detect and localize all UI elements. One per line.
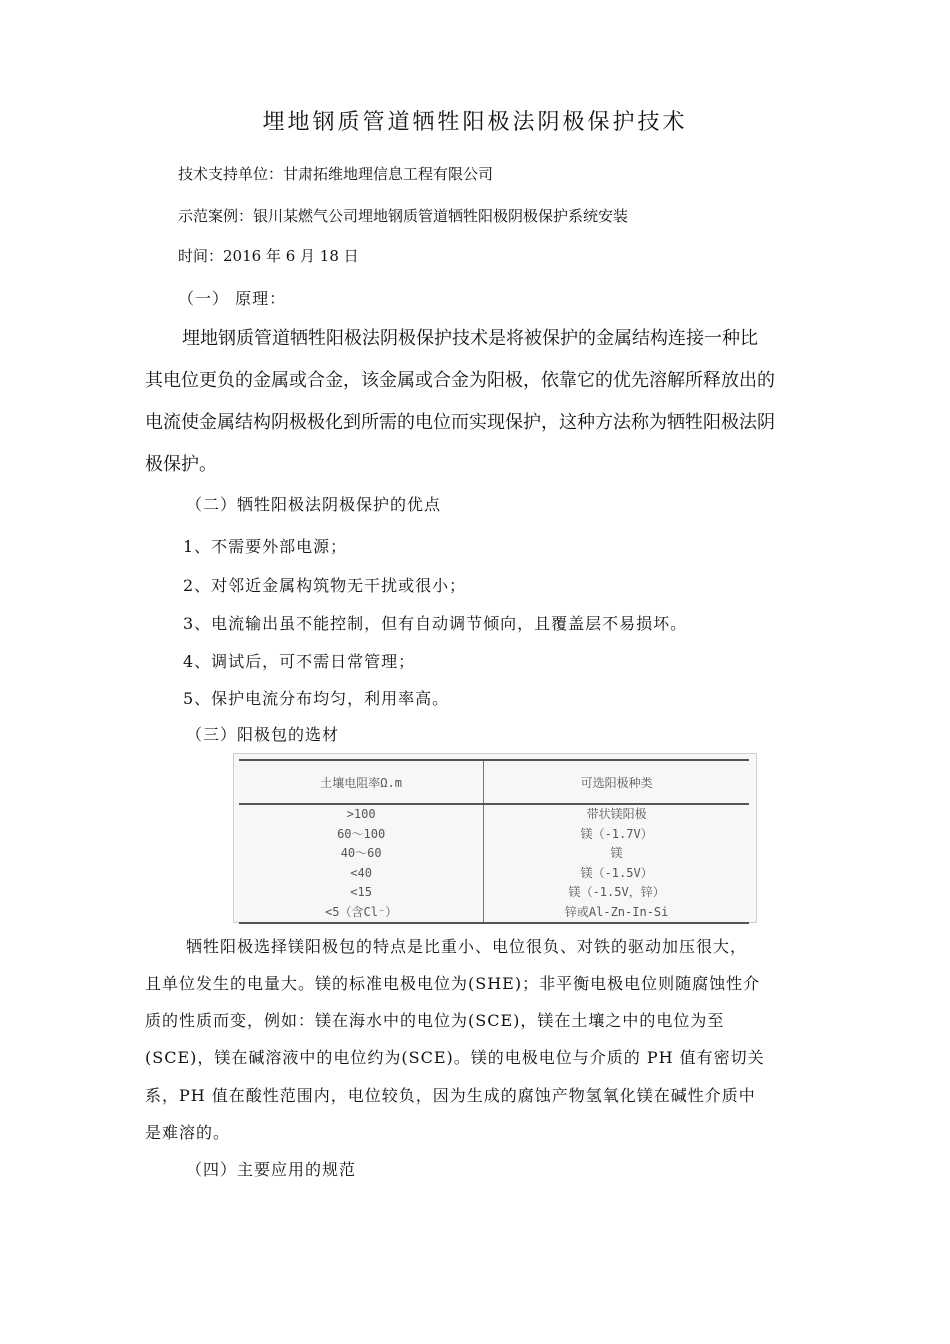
list-item: 4、调试后，可不需日常管理； [183, 652, 416, 671]
table-cell: 锌或Al-Zn-In-Si [484, 903, 749, 924]
paragraph-line: 系，PH 值在酸性范围内，电位较负，因为生成的腐蚀产物氢氧化镁在碱性介质中 [145, 1086, 756, 1105]
paragraph-line: 埋地钢质管道牺牲阳极法阴极保护技术是将被保护的金属结构连接一种比 [182, 328, 758, 349]
table-row [239, 864, 749, 884]
table-row [239, 804, 749, 825]
paragraph-line: 极保护。 [145, 454, 217, 475]
date-line: 时间：2016 年 6 月 18 日 [178, 247, 359, 265]
list-item: 3、电流输出虽不能控制，但有自动调节倾向，且覆盖层不易损坏。 [183, 614, 688, 633]
list-item: 1、不需要外部电源； [183, 537, 348, 556]
demo-case: 示范案例：银川某燃气公司埋地钢质管道牺牲阳极阴极保护系统安装 [178, 207, 629, 225]
anode-selection-table [233, 753, 757, 923]
table-row [239, 883, 749, 903]
section-heading-standards: （四）主要应用的规范 [186, 1160, 357, 1179]
support-unit: 技术支持单位：甘肃拓维地理信息工程有限公司 [178, 165, 494, 183]
table-cell: 镁（-1.5V） [580, 865, 653, 880]
table-cell: <5（含Cl⁻） [239, 903, 484, 924]
section-heading-principle: （一） 原理： [178, 289, 287, 308]
table-cell: 40～60 [239, 844, 484, 864]
paragraph-line: 质的性质而变，例如：镁在海水中的电位为(SCE)，镁在土壤之中的电位为至 [145, 1011, 725, 1030]
document-title: 埋地钢质管道牺牲阳极法阴极保护技术 [262, 110, 688, 135]
table-header: 可选阳极种类 [484, 760, 749, 804]
table-row [239, 844, 749, 864]
paragraph-line: 牺牲阳极选择镁阳极包的特点是比重小、电位很负、对铁的驱动加压很大， [186, 937, 748, 956]
table-cell: <15 [239, 883, 484, 903]
table-cell: <40 [239, 864, 484, 884]
section-heading-anode-material: （三）阳极包的选材 [186, 725, 340, 744]
paragraph-line: (SCE)，镁在碱溶液中的电位约为(SCE)。镁的电极电位与介质的 PH 值有密切关 [145, 1048, 765, 1067]
table-cell: >100 [239, 804, 484, 825]
paragraph-line: 其电位更负的金属或合金，该金属或合金为阳极，依靠它的优先溶解所释放出的 [145, 370, 775, 391]
paragraph-line: 是难溶的。 [145, 1123, 231, 1142]
paragraph-line: 电流使金属结构阴极极化到所需的电位而实现保护，这种方法称为牺牲阳极法阴 [145, 412, 775, 433]
table-cell: 镁 [610, 846, 623, 860]
paragraph-line: 且单位发生的电量大。镁的标准电极电位为(SHE)；非平衡电极电位则随腐蚀性介 [145, 974, 761, 993]
table-row [239, 825, 749, 845]
table-row [239, 903, 749, 924]
table-cell: 60～100 [239, 825, 484, 845]
list-item: 2、对邻近金属构筑物无干扰或很小； [183, 576, 467, 595]
list-item: 5、保护电流分布均匀，利用率高。 [183, 689, 450, 708]
table-header: 土壤电阻率Ω.m [239, 760, 484, 804]
table-cell: 镁（-1.7V） [580, 826, 653, 841]
table-cell: 镁（-1.5V，锌） [568, 885, 665, 899]
section-heading-advantages: （二）牺牲阳极法阴极保护的优点 [186, 495, 442, 514]
table-cell: 带状镁阳极 [586, 807, 647, 821]
